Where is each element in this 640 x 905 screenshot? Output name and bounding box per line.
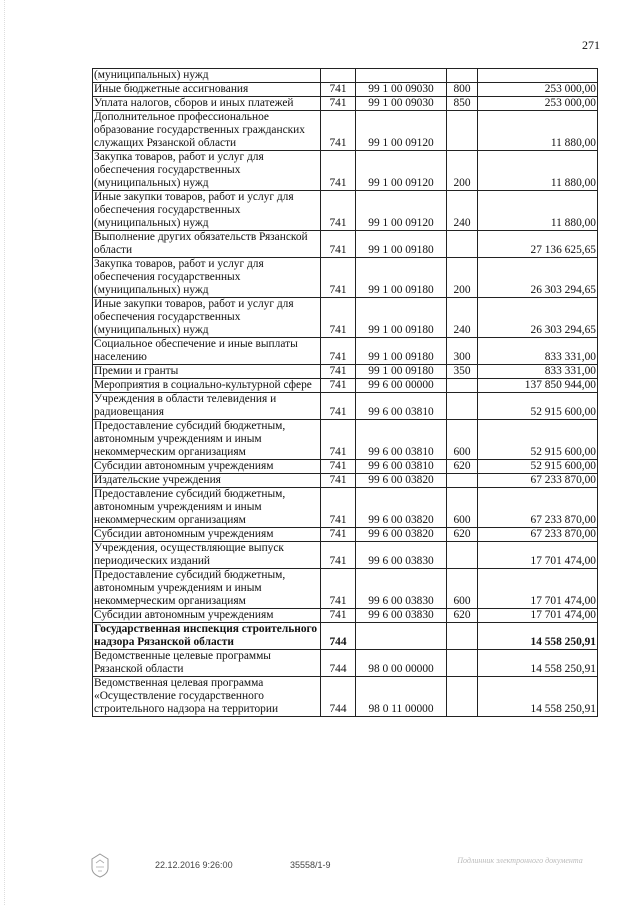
cell-sum: 67 233 870,00: [478, 488, 598, 528]
cell-name: Государственная инспекция строительного надзора Рязанской области: [93, 623, 321, 650]
cell-vr: [447, 379, 478, 393]
table-row: [93, 191, 598, 231]
cell-code: 99 6 00 00000: [356, 379, 447, 393]
cell-code: 99 6 00 03820: [356, 528, 447, 542]
cell-gr: 741: [321, 151, 356, 191]
table-row: [93, 623, 598, 650]
cell-vr: [447, 393, 478, 420]
cell-gr: 741: [321, 298, 356, 338]
table-row: [93, 420, 598, 460]
cell-vr: 850: [447, 97, 478, 111]
cell-gr: [321, 69, 356, 83]
cell-vr: [447, 542, 478, 569]
cell-gr: 741: [321, 474, 356, 488]
cell-name: Ведомственные целевые программы Рязанской области: [93, 650, 321, 677]
cell-vr: 620: [447, 460, 478, 474]
cell-gr: 741: [321, 379, 356, 393]
cell-gr: 741: [321, 528, 356, 542]
cell-sum: 11 880,00: [478, 191, 598, 231]
cell-sum: 14 558 250,91: [478, 623, 598, 650]
footer-doc-number: 35558/1-9: [290, 860, 331, 870]
cell-code: 99 6 00 03810: [356, 460, 447, 474]
cell-name: Мероприятия в социально-культурной сфере: [93, 379, 321, 393]
cell-name: Закупка товаров, работ и услуг для обеспечения государственных (муниципальных) нужд: [93, 151, 321, 191]
cell-name: Премии и гранты: [93, 365, 321, 379]
cell-name: Предоставление субсидий бюджетным, автономным учреждениям и иным некоммерческим организациям: [93, 488, 321, 528]
cell-name: Издательские учреждения: [93, 474, 321, 488]
cell-gr: 741: [321, 569, 356, 609]
page-number: 271: [582, 38, 600, 52]
cell-code: [356, 623, 447, 650]
cell-sum: 67 233 870,00: [478, 528, 598, 542]
footer-date: 22.12.2016 9:26:00: [155, 860, 233, 870]
cell-name: Закупка товаров, работ и услуг для обеспечения государственных (муниципальных) нужд: [93, 258, 321, 298]
cell-vr: 200: [447, 151, 478, 191]
cell-vr: 620: [447, 609, 478, 623]
table-row: [93, 650, 598, 677]
cell-sum: 253 000,00: [478, 97, 598, 111]
cell-sum: 27 136 625,65: [478, 231, 598, 258]
cell-vr: [447, 111, 478, 151]
cell-gr: 741: [321, 83, 356, 97]
cell-sum: 17 701 474,00: [478, 569, 598, 609]
cell-gr: 744: [321, 677, 356, 717]
table-row: [93, 111, 598, 151]
table-row: [93, 460, 598, 474]
cell-gr: 741: [321, 393, 356, 420]
cell-sum: 253 000,00: [478, 83, 598, 97]
cell-vr: 240: [447, 298, 478, 338]
cell-name: Иные закупки товаров, работ и услуг для обеспечения государственных (муниципальных) нужд: [93, 298, 321, 338]
cell-code: 99 6 00 03820: [356, 488, 447, 528]
cell-sum: 14 558 250,91: [478, 677, 598, 717]
cell-sum: 137 850 944,00: [478, 379, 598, 393]
cell-sum: 833 331,00: [478, 338, 598, 365]
cell-gr: 744: [321, 623, 356, 650]
cell-vr: [447, 474, 478, 488]
cell-code: 99 6 00 03810: [356, 393, 447, 420]
cell-code: 99 1 00 09120: [356, 191, 447, 231]
cell-name: Выполнение других обязательств Рязанской области: [93, 231, 321, 258]
cell-name: Дополнительное профессиональное образование государственных гражданских служащих Рязанской области: [93, 111, 321, 151]
cell-code: [356, 69, 447, 83]
budget-table-body: [93, 69, 598, 717]
cell-vr: 800: [447, 83, 478, 97]
table-row: [93, 569, 598, 609]
cell-name: Учреждения в области телевидения и радиовещания: [93, 393, 321, 420]
cell-gr: 744: [321, 650, 356, 677]
emblem-icon: [88, 852, 112, 878]
cell-code: 99 1 00 09180: [356, 365, 447, 379]
cell-sum: 14 558 250,91: [478, 650, 598, 677]
cell-name: Субсидии автономным учреждениям: [93, 609, 321, 623]
cell-sum: 52 915 600,00: [478, 460, 598, 474]
cell-vr: 350: [447, 365, 478, 379]
cell-code: 98 0 11 00000: [356, 677, 447, 717]
cell-gr: 741: [321, 258, 356, 298]
cell-vr: 200: [447, 258, 478, 298]
table-row: [93, 677, 598, 717]
cell-name: Учреждения, осуществляющие выпуск периодических изданий: [93, 542, 321, 569]
cell-name: Уплата налогов, сборов и иных платежей: [93, 97, 321, 111]
cell-vr: [447, 650, 478, 677]
cell-gr: 741: [321, 460, 356, 474]
cell-name: Иные бюджетные ассигнования: [93, 83, 321, 97]
table-row: [93, 151, 598, 191]
cell-vr: 600: [447, 569, 478, 609]
cell-sum: 17 701 474,00: [478, 609, 598, 623]
table-row: [93, 231, 598, 258]
cell-code: 99 1 00 09180: [356, 231, 447, 258]
cell-code: 99 1 00 09120: [356, 111, 447, 151]
cell-code: 98 0 00 00000: [356, 650, 447, 677]
cell-name: Субсидии автономным учреждениям: [93, 460, 321, 474]
cell-sum: 67 233 870,00: [478, 474, 598, 488]
cell-vr: 620: [447, 528, 478, 542]
cell-gr: 741: [321, 111, 356, 151]
cell-name: Ведомственная целевая программа «Осуществление государственного строительного надзора на территории: [93, 677, 321, 717]
cell-code: 99 1 00 09120: [356, 151, 447, 191]
table-row: [93, 258, 598, 298]
cell-name: Социальное обеспечение и иные выплаты населению: [93, 338, 321, 365]
binding-edge: [4, 0, 6, 905]
cell-code: 99 1 00 09180: [356, 298, 447, 338]
cell-vr: [447, 677, 478, 717]
cell-sum: 11 880,00: [478, 151, 598, 191]
cell-code: 99 6 00 03820: [356, 474, 447, 488]
cell-name: (муниципальных) нужд: [93, 69, 321, 83]
cell-gr: 741: [321, 542, 356, 569]
cell-sum: 17 701 474,00: [478, 542, 598, 569]
cell-vr: 600: [447, 420, 478, 460]
cell-sum: 52 915 600,00: [478, 393, 598, 420]
cell-code: 99 6 00 03810: [356, 420, 447, 460]
cell-vr: [447, 231, 478, 258]
cell-sum: 833 331,00: [478, 365, 598, 379]
table-row: [93, 83, 598, 97]
table-row: [93, 97, 598, 111]
cell-sum: [478, 69, 598, 83]
cell-code: 99 1 00 09030: [356, 97, 447, 111]
table-row: [93, 298, 598, 338]
budget-table: [92, 68, 598, 717]
cell-code: 99 6 00 03830: [356, 542, 447, 569]
cell-gr: 741: [321, 609, 356, 623]
cell-gr: 741: [321, 338, 356, 365]
table-row: [93, 338, 598, 365]
table-row: [93, 393, 598, 420]
cell-gr: 741: [321, 488, 356, 528]
cell-name: Субсидии автономным учреждениям: [93, 528, 321, 542]
table-row: [93, 379, 598, 393]
cell-sum: 52 915 600,00: [478, 420, 598, 460]
table-row: [93, 609, 598, 623]
cell-name: Иные закупки товаров, работ и услуг для обеспечения государственных (муниципальных) нужд: [93, 191, 321, 231]
electronic-document-stamp: Подлинник электронного документа: [457, 856, 583, 865]
cell-code: 99 1 00 09180: [356, 338, 447, 365]
cell-sum: 26 303 294,65: [478, 298, 598, 338]
table-row: [93, 528, 598, 542]
cell-code: 99 1 00 09030: [356, 83, 447, 97]
cell-vr: 240: [447, 191, 478, 231]
cell-name: Предоставление субсидий бюджетным, автономным учреждениям и иным некоммерческим организациям: [93, 420, 321, 460]
cell-gr: 741: [321, 231, 356, 258]
cell-vr: [447, 623, 478, 650]
cell-code: 99 6 00 03830: [356, 609, 447, 623]
cell-code: 99 1 00 09180: [356, 258, 447, 298]
cell-gr: 741: [321, 420, 356, 460]
cell-code: 99 6 00 03830: [356, 569, 447, 609]
cell-vr: 600: [447, 488, 478, 528]
cell-vr: [447, 69, 478, 83]
table-row: [93, 488, 598, 528]
cell-vr: 300: [447, 338, 478, 365]
cell-sum: 11 880,00: [478, 111, 598, 151]
cell-sum: 26 303 294,65: [478, 258, 598, 298]
cell-gr: 741: [321, 365, 356, 379]
table-row: [93, 474, 598, 488]
cell-gr: 741: [321, 97, 356, 111]
table-row: [93, 69, 598, 83]
cell-gr: 741: [321, 191, 356, 231]
cell-name: Предоставление субсидий бюджетным, автономным учреждениям и иным некоммерческим организациям: [93, 569, 321, 609]
table-row: [93, 542, 598, 569]
table-row: [93, 365, 598, 379]
